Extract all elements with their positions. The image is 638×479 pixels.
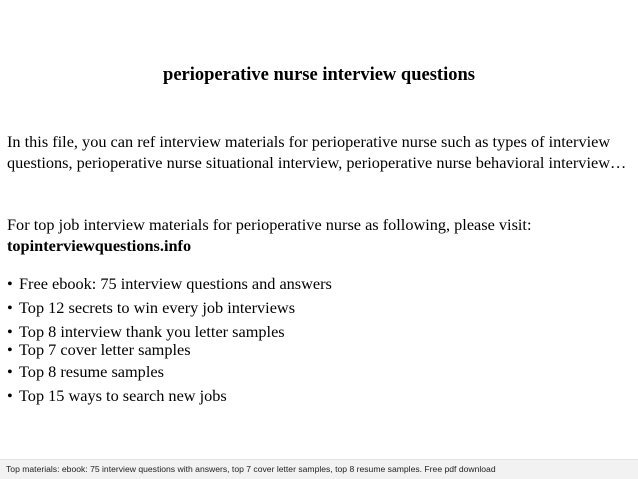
list-item [7, 339, 632, 360]
list-item [7, 361, 632, 382]
bullet-mark: • [7, 274, 13, 293]
bullet-mark: • [7, 340, 13, 359]
bullet-mark: • [7, 386, 13, 405]
intro-paragraph: In this file, you can ref interview materials for perioperative nurse such as types of interview questions, perioperative nurse situational interview, perioperative nurse behavioral interview… [7, 132, 627, 172]
list-item [7, 273, 632, 294]
site-link[interactable]: topinterviewquestions.info [7, 236, 192, 255]
visit-text: For top job interview materials for perioperative nurse as following, please visit: [7, 215, 532, 234]
list-item-text: Top 15 ways to search new jobs [19, 386, 227, 405]
footer-text: Top materials: ebook: 75 interview questions with answers, top 7 cover letter samples, top 8 resume samples. Free pdf download [6, 464, 496, 474]
list-item [7, 297, 632, 318]
bullet-mark: • [7, 298, 13, 317]
footer-bar [0, 459, 638, 479]
list-item [7, 385, 632, 406]
bullet-mark: • [7, 362, 13, 381]
list-item-text: Free ebook: 75 interview questions and answers [19, 274, 332, 293]
list-item-text: Top 12 secrets to win every job interviews [19, 298, 296, 317]
list-item-text: Top 8 resume samples [19, 362, 164, 381]
list-item-text: Top 8 interview thank you letter samples [19, 322, 285, 341]
page-title: perioperative nurse interview questions [163, 65, 475, 85]
list-item-text: Top 7 cover letter samples [19, 340, 191, 359]
bullet-mark: • [7, 322, 13, 341]
visit-paragraph [7, 214, 632, 256]
resource-list [7, 273, 632, 406]
